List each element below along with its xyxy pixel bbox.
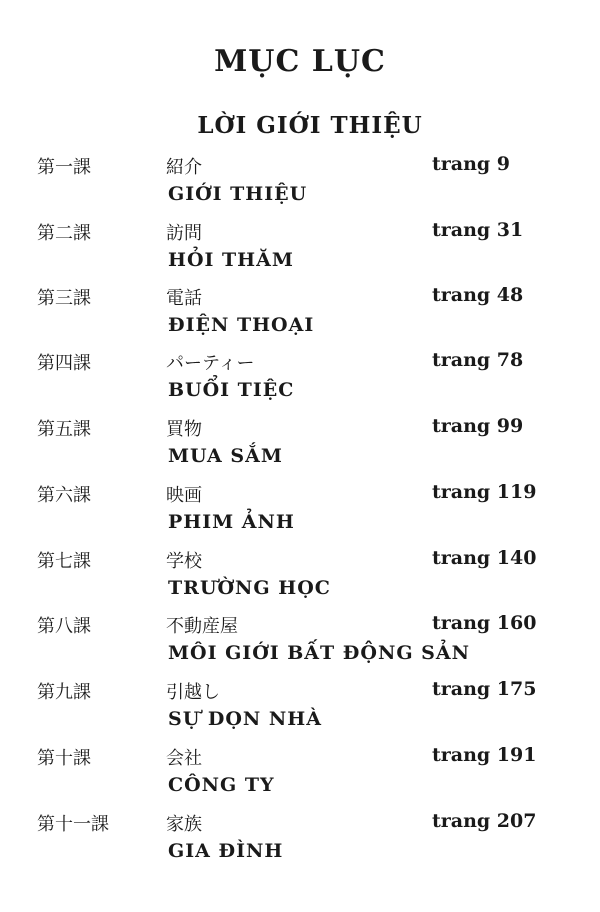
page-ref: trang 207 (432, 810, 537, 832)
lesson-number: 第八課 (37, 616, 91, 637)
lesson-title-jp: 引越し (166, 682, 220, 703)
lesson-title-jp: 映画 (166, 485, 202, 506)
lesson-title-jp: 電話 (166, 288, 202, 309)
lesson-title-vn: CÔNG TY (168, 774, 275, 796)
lesson-title-jp: パーティー (166, 353, 255, 374)
lesson-number: 第一課 (37, 157, 91, 178)
lesson-title-jp: 会社 (166, 748, 202, 769)
lesson-title-vn: MÔI GIỚI BẤT ĐỘNG SẢN (168, 642, 471, 664)
lesson-number: 第二課 (37, 223, 91, 244)
lesson-title-jp: 家族 (166, 814, 202, 835)
lesson-number: 第九課 (37, 682, 91, 703)
lesson-title-vn: ĐIỆN THOẠI (168, 314, 315, 336)
lesson-number: 第十課 (37, 748, 91, 769)
intro-heading: LỜI GIỚI THIỆU (197, 112, 423, 139)
lesson-title-vn: HỎI THĂM (168, 249, 294, 271)
lesson-number: 第五課 (37, 419, 91, 440)
toc-entry (0, 284, 600, 348)
page-ref: trang 99 (432, 415, 524, 437)
lesson-number: 第四課 (37, 353, 91, 374)
lesson-title-vn: BUỔI TIỆC (168, 379, 295, 401)
page-ref: trang 119 (432, 481, 537, 503)
lesson-title-vn: MUA SẮM (168, 445, 283, 467)
lesson-number: 第七課 (37, 551, 91, 572)
page-ref: trang 140 (432, 547, 537, 569)
lesson-title-vn: SỰ DỌN NHÀ (168, 708, 322, 730)
lesson-title-vn: GIỚI THIỆU (168, 183, 308, 205)
lesson-number: 第六課 (37, 485, 91, 506)
toc-entry (0, 349, 600, 413)
lesson-title-jp: 訪問 (166, 223, 202, 244)
page-title: MỤC LỤC (214, 44, 386, 79)
lesson-title-jp: 学校 (166, 551, 202, 572)
toc-entry (0, 219, 600, 283)
toc-entry (0, 547, 600, 611)
lesson-title-jp: 不動産屋 (166, 616, 238, 637)
toc-entry (0, 415, 600, 479)
lesson-number: 第三課 (37, 288, 91, 309)
toc-entry (0, 744, 600, 808)
lesson-number: 第十一課 (37, 814, 109, 835)
lesson-title-vn: TRƯỜNG HỌC (168, 577, 331, 599)
toc-entry (0, 612, 600, 676)
page-ref: trang 160 (432, 612, 537, 634)
page-ref: trang 78 (432, 349, 524, 371)
lesson-title-jp: 紹介 (166, 157, 202, 178)
toc-entry (0, 481, 600, 545)
lesson-title-vn: GIA ĐÌNH (168, 840, 284, 862)
page-ref: trang 9 (432, 153, 511, 175)
lesson-title-vn: PHIM ẢNH (168, 511, 295, 533)
toc-entry (0, 678, 600, 742)
page-ref: trang 191 (432, 744, 537, 766)
page-ref: trang 31 (432, 219, 524, 241)
lesson-title-jp: 買物 (166, 419, 202, 440)
toc-entry (0, 153, 600, 217)
page-ref: trang 175 (432, 678, 537, 700)
toc-entry (0, 810, 600, 874)
page-ref: trang 48 (432, 284, 524, 306)
